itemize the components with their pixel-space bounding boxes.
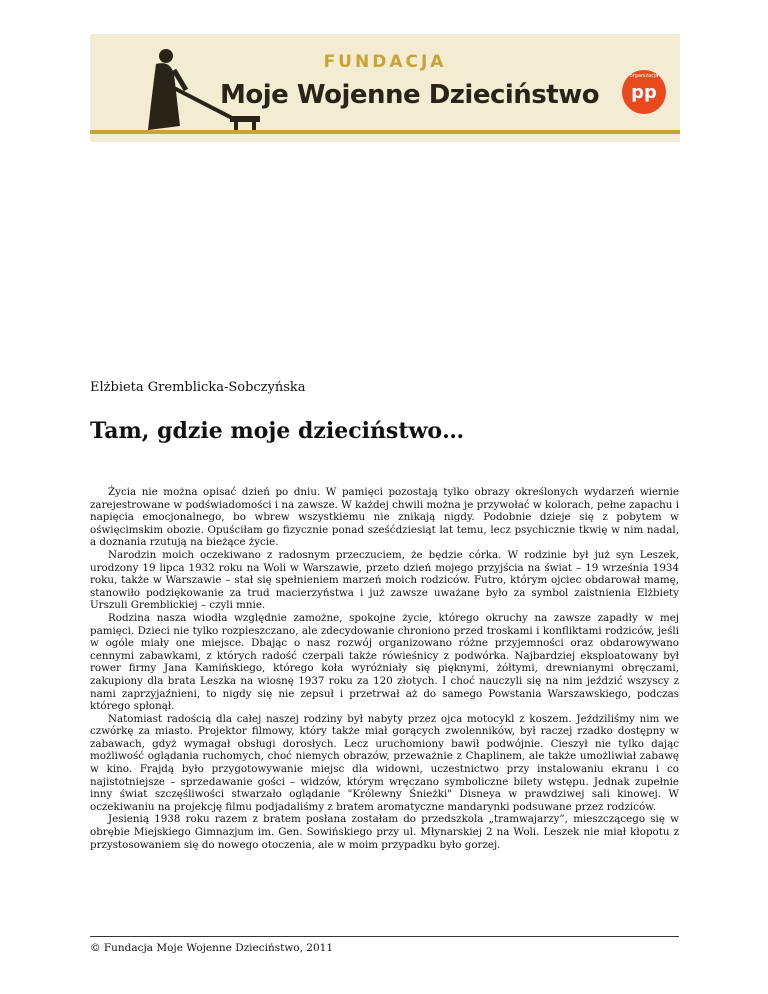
banner-title: Moje Wojenne Dzieciństwo (220, 80, 600, 110)
paragraph: Narodzin moich oczekiwano z radosnym przeczuciem, że będzie córka. W rodzinie był już syn Leszek, urodzony 19 lipca 1932 roku na Woli w Warszawie, przeto dzień mojego przyjścia na świat – 19 września 1934 roku, także w Warszawie – stał się spełnieniem marzeń moich rodziców. Futro, którym ojciec obdarował mamę, stanowiło podziękowanie za trud macierzyństwa i już zawsze uważane było za symbol zaistnienia Elżbiety Urszuli Gremblickiej – czyli mnie. (90, 548, 679, 612)
footer-divider (90, 936, 679, 937)
banner-fundacja: FUNDACJA (323, 52, 447, 72)
body-text (90, 486, 679, 851)
logo-small-text: organizacja (629, 73, 659, 79)
publisher-logo (622, 70, 666, 114)
footer-copyright: © Fundacja Moje Wojenne Dzieciństwo, 2011 (90, 942, 334, 954)
logo-text: pp (631, 82, 657, 103)
document-title: Tam, gdzie moje dzieciństwo… (90, 418, 465, 444)
paragraph: Natomiast radością dla całej naszej rodziny był nabyty przez ojca motocykl z koszem. Jeździliśmy nim we czwórkę za miasto. Projektor filmowy, który także miał gorących zwolenników, był raczej rzadko dostępny w zabawach, gdyż wymagał obsługi dorosłych. Lecz uruchomiony bawił podwójnie. Cieszył nie tylko dając możliwość oglądania ruchomych, choć niemych obrazów, przeważnie z Chaplinem, ale także umożliwiał zabawę w kino. Frajdą było przygotowywanie miejsc dla widowni, uczestnictwo przy instalowaniu ekranu i co najistotniejsze – sprzedawanie gości – widzów, którym wręczano symboliczne bilety wstępu. Jednak zupełnie inny świat szczęśliwości stwarzało oglądanie "Królewny Śnieżki" Disneya w prawdziwej sali kinowej. W oczekiwaniu na projekcję filmu podjadaliśmy z bratem aromatyczne mandarynki podsuwane przez rodziców. (90, 712, 679, 813)
paragraph: Życia nie można opisać dzień po dniu. W pamięci pozostają tylko obrazy określonych wydarzeń wiernie zarejestrowane w podświadomości i na zawsze. W każdej chwili można je przywołać w kolorach, pełne zapachu i napięcia emocjonalnego, bo wbrew wszystkiemu nie znikają nigdy. Podobnie dzieje się z pobytem w oświęcimskim obozie. Opuściłam go fizycznie ponad sześćdziesiąt lat temu, lecz psychicznie tkwię w nim nadal, a doznania rzutują na bieżące życie. (90, 486, 679, 549)
paragraph: Jesienią 1938 roku razem z bratem posłana zostałam do przedszkola „tramwajarzy”, mieszczącego się w obrębie Miejskiego Gimnazjum im. Gen. Sowińskiego przy ul. Młynarskiej 2 na Woli. Leszek nie miał kłopotu z przystosowaniem się do nowego otoczenia, ale w moim przypadku było gorzej. (90, 813, 679, 851)
author-name: Elżbieta Gremblicka-Sobczyńska (90, 380, 306, 395)
header-banner (90, 34, 680, 142)
paragraph: Rodzina nasza wiodła względnie zamożne, spokojne życie, którego okruchy na zawsze zapadły w mej pamięci. Dzieci nie tylko rozpieszczano, ale zdecydowanie chroniono przed troskami i konfliktami rodziców, jeśli w ogóle miały one miejsce. Dbając o nasz rozwój organizowano różne przyjemności oraz obdarowywano cennymi zabawkami, z których radość czerpali także rówieśnicy z podwórka. Najbardziej eksploatowany był rower firmy Jana Kamińskiego, którego koła wyróżniały się pięknymi, żółtymi, drewnianymi obręczami, zakupiony dla brata Leszka na wiosnę 1937 roku za 120 złotych. I choć nauczyli się na nim jeździć wszyscy z nami zaprzyjaźnieni, to nigdy się nie zepsuł i przetrwał aż do samego Powstania Warszawskiego, podczas którego spłonął. (90, 611, 679, 713)
